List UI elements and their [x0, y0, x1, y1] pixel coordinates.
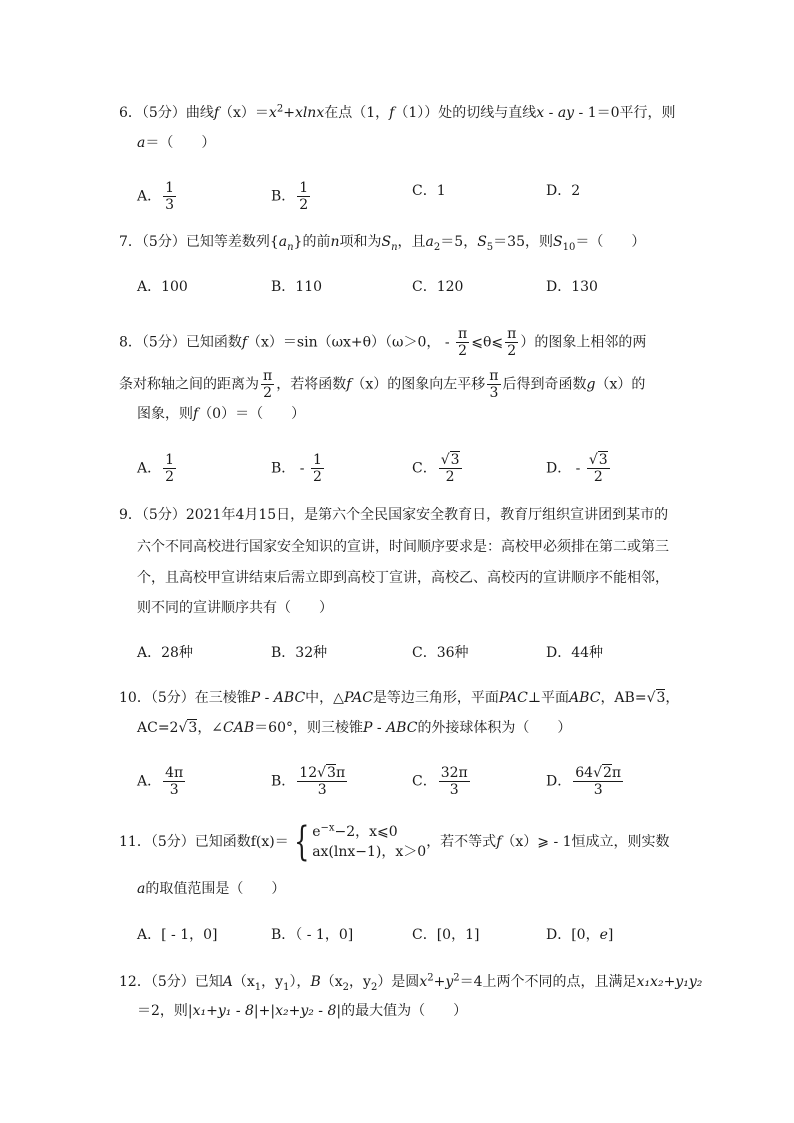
q10-ab-radicand: 3 — [656, 690, 666, 706]
q6-a-frac — [163, 180, 176, 213]
q11-case-2: ax(lnx−1)，x＞0 — [312, 844, 427, 860]
q10-ab-root: √3 — [646, 690, 666, 706]
q11-case-1 — [312, 822, 426, 842]
q11-case1-e: e — [312, 824, 321, 840]
q11-option-d[interactable] — [546, 925, 613, 945]
q12-expr: |x₁+y₁ - 8|+|x₂+y₂ - 8| — [187, 1003, 342, 1019]
q6-eqx: x — [536, 105, 545, 121]
q8-d-label: D． — [546, 460, 572, 477]
q9-option-a[interactable]: A．28种 — [137, 645, 193, 661]
q7-option-d[interactable]: D．130 — [546, 279, 598, 295]
q11-option-b[interactable]: B．（ - 1，0] — [271, 927, 354, 943]
q8-l3a: 图象，则 — [137, 406, 193, 422]
q10-l2b: ，∠ — [197, 720, 224, 736]
q12-s2b: 2 — [370, 981, 378, 993]
q6-b-frac — [297, 180, 310, 213]
q7-s: S — [381, 234, 392, 250]
question-10-line-2 — [137, 718, 571, 738]
q7-sub2: 2 — [433, 241, 441, 253]
q10-ac-root: √3 — [178, 720, 198, 736]
q11-a: a — [137, 881, 146, 897]
q10-l2c: ＝60°，则三棱锥 — [254, 720, 363, 736]
q10-b-den: 3 — [317, 782, 327, 798]
q8-two: 2 — [458, 343, 468, 359]
q7-option-b[interactable]: B．110 — [271, 279, 323, 295]
q10-a-label: A． — [137, 773, 162, 790]
q11-d-a: D．[0， — [546, 927, 600, 943]
question-6-line-1 — [119, 103, 676, 123]
q11-tail: （x）⩾ - 1恒成立，则实数 — [501, 834, 670, 850]
question-9-line-1: 9．（5分）2021年4月15日，是第六个全民国家安全教育日，教育厅组织宣讲团到某市的 — [119, 507, 669, 523]
q8-neg: - — [440, 334, 455, 351]
q8-option-a[interactable] — [137, 452, 178, 485]
q6-b-num: 1 — [299, 180, 309, 196]
q8-f3: f — [193, 406, 199, 422]
q8-a-num: 1 — [165, 452, 175, 468]
q8-g: g — [586, 376, 596, 393]
q8-d-sign: - — [571, 460, 585, 477]
q11-d-e: e — [599, 927, 608, 943]
q8-frac-1 — [456, 326, 469, 359]
q7-sub5: 5 — [486, 241, 494, 253]
q12-x: x — [419, 974, 428, 990]
q10-d-den: 3 — [593, 782, 603, 798]
q8-le: ⩽θ⩽ — [471, 334, 504, 351]
q12-plus: + — [433, 974, 446, 990]
q12-sq1: 2 — [427, 972, 434, 984]
q7-n2: n — [330, 234, 340, 250]
q12-c2: ，y — [349, 974, 371, 990]
q8-b-sign: - — [295, 460, 309, 477]
q8-pi3: π — [263, 368, 273, 384]
q10-comma: ， — [665, 690, 680, 706]
q10-b-num-a: 12 — [299, 765, 318, 781]
q10-c-frac — [439, 765, 470, 798]
q11-case1-rest: −2，x⩽0 — [334, 824, 398, 840]
q8-l2b: ，若将函数 — [276, 376, 347, 393]
q10-p: P — [250, 690, 261, 706]
q6-option-a[interactable] — [137, 180, 178, 213]
q8-two3: 2 — [263, 385, 273, 401]
q6-f: f — [213, 105, 220, 121]
q10-d-num-b: π — [611, 765, 622, 781]
q7-tail: ＝（ ） — [575, 234, 646, 250]
q7-mid3: ，且 — [397, 234, 426, 250]
q7-v2: ＝35，则 — [493, 234, 553, 250]
question-8-line-3 — [137, 404, 305, 424]
q12-l2a: ＝2，则 — [137, 1003, 188, 1019]
q12-y: y — [445, 974, 454, 990]
q11-head: 11．（5分）已知函数f(x)＝ — [119, 834, 289, 850]
q8-pi2: π — [507, 326, 517, 342]
q10-d-label: D． — [546, 773, 572, 790]
q10-b-frac — [297, 765, 347, 798]
q12-p1e: ）， — [289, 974, 311, 990]
q11-option-a[interactable]: A．[ - 1，0] — [137, 927, 218, 943]
question-12-line-1 — [119, 972, 702, 992]
q10-dash2: - — [372, 720, 387, 736]
q10-d-num: 64√2π — [575, 765, 622, 781]
q12-c1: ，y — [261, 974, 284, 990]
q6-head: 6．（5分）曲线 — [119, 105, 214, 121]
q8-option-b[interactable] — [271, 452, 326, 485]
q11-case1-exp: −x — [320, 822, 335, 834]
q8-frac-4 — [487, 368, 500, 401]
q6-x: x — [268, 105, 277, 121]
q12-p2e: ）是圆 — [377, 974, 420, 990]
q8-l2e: （x）的 — [595, 376, 646, 393]
question-9-line-4: 则不同的宣讲顺序共有（ ） — [137, 600, 333, 616]
q8-c-den: 2 — [445, 469, 455, 485]
q6-ay: ay — [557, 105, 575, 121]
q10-a-frac — [163, 765, 185, 798]
q8-d-radicand: 3 — [598, 452, 608, 468]
q7-n3: n — [391, 241, 398, 253]
q10-abc2: ABC — [569, 690, 601, 706]
q6-b-den: 2 — [299, 197, 309, 213]
q7-head: 7．（5分）已知等差数列{ — [119, 234, 279, 250]
q6-paren: （x）＝ — [219, 105, 269, 121]
q10-b-label: B． — [271, 773, 296, 790]
q11-cases — [312, 822, 426, 862]
q10-mid2: 是等边三角形，平面 — [372, 690, 499, 706]
q11-d-b: ] — [607, 927, 614, 943]
q7-mid: }的前 — [293, 234, 331, 250]
q6-a: a — [137, 135, 146, 151]
q6-option-d[interactable]: D．2 — [546, 183, 581, 199]
q6-blank: ＝（ ） — [145, 135, 216, 151]
q9-option-c[interactable]: C．36种 — [412, 645, 469, 661]
q11-mid: ，若不等式 — [426, 834, 497, 850]
question-9-line-2: 六个不同高校进行国家安全知识的宣讲，时间顺序要求是：高校甲必须排在第二或第三 — [137, 539, 669, 555]
q10-abc: ABC — [273, 690, 306, 706]
q10-abc3: ABC — [386, 720, 418, 736]
question-10-line-1 — [119, 688, 679, 708]
q10-c-num: 32π — [440, 765, 468, 781]
q9-option-b[interactable]: B．32种 — [271, 645, 328, 661]
q8-frac-3 — [261, 368, 274, 401]
q6-xlnx: xlnx — [294, 105, 325, 121]
q7-a: a — [278, 234, 288, 250]
q11-brace: { — [293, 819, 310, 865]
q12-head: 12．（5分）已知 — [119, 974, 223, 990]
q8-c-radicand: 3 — [450, 452, 460, 468]
q10-b-radicand: 3 — [327, 765, 336, 781]
q9-option-d[interactable]: D．44种 — [546, 645, 604, 661]
q8-b-label: B． — [271, 460, 296, 477]
q12-tail: x₁x₂+y₁y₂ — [636, 974, 703, 990]
q8-mid: （x）＝sin（ωx+θ）（ω＞0， — [247, 334, 441, 351]
q8-pi: π — [458, 326, 468, 342]
q8-tail: ）的图象上相邻的两 — [520, 334, 647, 351]
q10-option-b[interactable] — [271, 765, 349, 798]
q7-n: n — [287, 241, 294, 253]
q6-a-label: A． — [137, 188, 162, 205]
question-11-line-1 — [119, 819, 670, 865]
q8-d-frac — [587, 452, 610, 485]
q7-sub10: 10 — [562, 241, 576, 253]
q8-c-frac — [439, 452, 462, 485]
q6-option-b[interactable] — [271, 180, 312, 213]
q6-mid2: （1））处的切线与直线 — [394, 105, 537, 121]
question-7-line-1 — [119, 232, 645, 252]
q10-d-num-a: 64 — [575, 765, 594, 781]
question-12-line-2 — [137, 1001, 467, 1021]
q12-a: A — [222, 974, 233, 990]
q8-f2: f — [346, 376, 352, 393]
q7-option-c[interactable]: C．120 — [412, 279, 464, 295]
q8-a-label: A． — [137, 460, 162, 477]
q10-a-den: 3 — [169, 782, 179, 798]
q12-l2b: 的最大值为（ ） — [341, 1003, 468, 1019]
q7-option-a[interactable]: A．100 — [137, 279, 188, 295]
q8-b-frac — [311, 452, 324, 485]
q7-v1: ＝5， — [440, 234, 478, 250]
q7-s5: S — [477, 234, 487, 250]
q10-c-label: C． — [412, 773, 437, 790]
q7-a2: a — [425, 234, 434, 250]
q6-option-c[interactable]: C．1 — [412, 183, 446, 199]
q10-ac-radicand: 3 — [188, 720, 198, 736]
q10-l2d: 的外接球体积为（ ） — [417, 720, 572, 736]
q12-s1b: 1 — [283, 981, 290, 993]
question-6-line-2 — [137, 133, 215, 153]
q10-p2: P — [363, 720, 373, 736]
q8-frac-2 — [505, 326, 518, 359]
q8-two2: 2 — [507, 343, 517, 359]
question-8-line-1 — [119, 326, 646, 359]
q6-b-label: B． — [271, 188, 296, 205]
q8-l3b: （0）＝（ ） — [198, 406, 306, 422]
q7-mid2: 项和为 — [339, 234, 382, 250]
q10-b-num: 12√3π — [299, 765, 346, 781]
q10-ab: ，AB= — [600, 690, 647, 706]
question-9-line-3: 个，且高校甲宣讲结束后需立即到高校丁宣讲，高校乙、高校丙的宣讲顺序不能相邻， — [137, 570, 669, 586]
q10-option-c[interactable] — [412, 765, 472, 798]
q10-a-num: 4π — [165, 765, 184, 781]
q8-l2a: 条对称轴之间的距离为 — [119, 376, 259, 393]
q10-c-den: 3 — [449, 782, 459, 798]
q12-b: B — [310, 974, 321, 990]
q6-plus: + — [283, 105, 295, 121]
q10-cab: CAB — [223, 720, 255, 736]
q10-mid: 中，△ — [305, 690, 344, 706]
q10-option-a[interactable] — [137, 765, 187, 798]
q8-head: 8．（5分）已知函数 — [119, 334, 242, 351]
q10-b-num-b: π — [335, 765, 346, 781]
q10-pac: PAC — [343, 690, 373, 706]
q7-s10: S — [553, 234, 563, 250]
q8-b-num: 1 — [312, 452, 322, 468]
q12-p1: （x — [232, 974, 255, 990]
q11-piecewise — [289, 819, 427, 865]
q10-l2a: AC=2 — [137, 720, 179, 736]
q8-l2d: 后得到奇函数 — [502, 376, 587, 393]
q11-l2b: 的取值范围是（ ） — [145, 881, 286, 897]
q6-minus: - — [544, 105, 558, 121]
q6-tail: - 1＝0平行，则 — [574, 105, 676, 121]
q10-perp: ⊥平面 — [527, 690, 570, 706]
q12-p2: （x — [320, 974, 343, 990]
q12-s1: 1 — [254, 981, 262, 993]
q6-sq: 2 — [276, 103, 284, 115]
q8-f: f — [241, 334, 248, 351]
q10-head: 10．（5分）在三棱锥 — [119, 690, 251, 706]
q10-dash: - — [260, 690, 274, 706]
q11-option-c[interactable]: C．[0，1] — [412, 927, 480, 943]
q10-pac2: PAC — [498, 690, 528, 706]
q12-mid: ＝4上两个不同的点，且满足 — [459, 974, 637, 990]
q6-mid: 在点（1， — [324, 105, 390, 121]
q8-b-den: 2 — [312, 469, 322, 485]
q8-option-d[interactable] — [546, 452, 612, 485]
q6-a-den: 3 — [165, 197, 175, 213]
q12-sq2: 2 — [453, 972, 460, 984]
q8-pi4: π — [489, 368, 499, 384]
q8-d-den: 2 — [593, 469, 603, 485]
q8-l2c: （x）的图象向左平移 — [351, 376, 486, 393]
question-8-line-2 — [119, 368, 645, 401]
q11-f: f — [496, 834, 502, 850]
question-11-line-2 — [137, 879, 285, 899]
q12-s2: 2 — [342, 981, 350, 993]
q10-option-d[interactable] — [546, 765, 625, 798]
q8-d-num: √3 — [588, 452, 608, 468]
q10-d-radicand: 2 — [602, 765, 612, 781]
q8-option-c[interactable] — [412, 452, 464, 485]
q8-a-frac — [163, 452, 176, 485]
q8-c-label: C． — [412, 460, 437, 477]
q8-three: 3 — [489, 385, 499, 401]
q6-f2: f — [389, 105, 395, 121]
q8-a-den: 2 — [165, 469, 175, 485]
q8-c-num: √3 — [440, 452, 460, 468]
q10-d-frac — [573, 765, 623, 798]
q6-a-num: 1 — [165, 180, 175, 196]
